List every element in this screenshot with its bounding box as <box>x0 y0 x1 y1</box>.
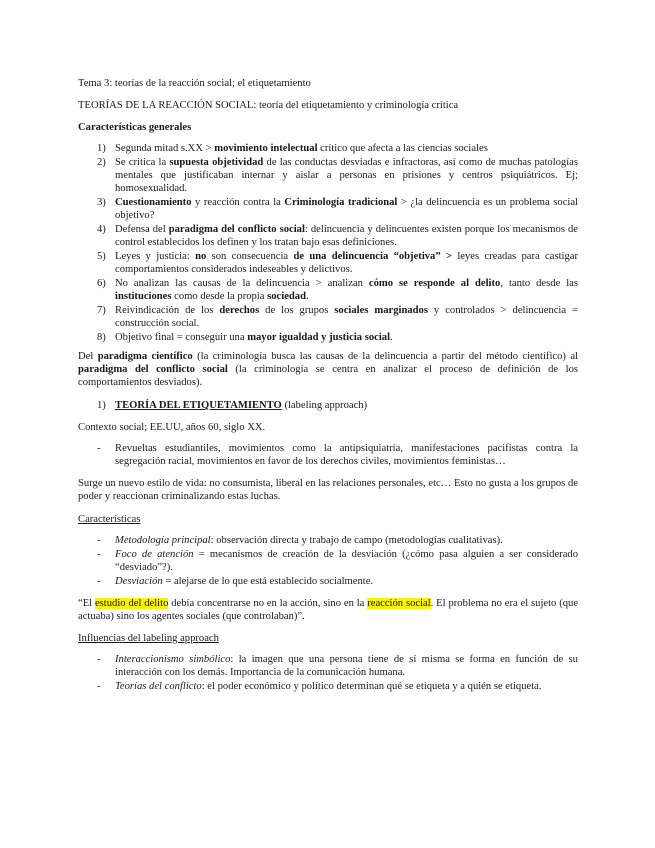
list-item: - Desviación = alejarse de lo que está establecido socialmente. <box>97 576 374 587</box>
list-item: 3) Cuestionamiento y reacción contra la Criminología tradicional > ¿la delincuencia es un problema social objetivo? <box>97 197 578 221</box>
list-item: 2) Se critica la supuesta objetividad de las conductas desviadas e infractoras, así como de muchas patologías mentales que justificaban internar y aislar a personas en prisiones y centros psiquiátricos. Ej; homosexualidad. <box>97 157 578 194</box>
list-item: - Foco de atención = mecanismos de creación de la desviación (¿cómo pasa alguien a ser considerado “desviado”?). <box>97 549 578 573</box>
document-heading: TEORÍAS DE LA REACCIÓN SOCIAL: teoría del etiquetamiento y criminología crítica <box>78 100 459 111</box>
list-item: 6) No analizan las causas de la delincuencia > analizan cómo se responde al delito, tanto desde las instituciones como desde la propia sociedad. <box>97 278 578 302</box>
list-item: - Revueltas estudiantiles, movimientos como la antipsiquiatría, manifestaciones pacifistas contra la segregación racial, movimientos en favor de los derechos civiles, movimientos feministas… <box>97 443 578 467</box>
general-characteristics-list <box>78 142 578 345</box>
influences-list <box>78 653 578 694</box>
general-characteristics-title: Características generales <box>78 122 192 133</box>
list-item: 7) Reivindicación de los derechos de los grupos sociales marginados y controlados > delincuencia = construcción social. <box>97 305 578 329</box>
list-item: 4) Defensa del paradigma del conflicto social: delincuencia y delincuentes existen porque los mecanismos de control establecidos los definen y los tratan bajo esas definiciones. <box>97 224 578 248</box>
list-item: - Teorías del conflicto: el poder económico y político determinan qué se etiqueta y a quién se etiqueta. <box>97 681 542 692</box>
quote-paragraph: “El estudio del delito debía concentrarse no en la acción, sino en la reacción social. El problema no era el sujeto (que actuaba) sino los agentes sociales (que controlaban)”. <box>78 598 579 622</box>
document-subtitle: Tema 3: teorías de la reacción social; el etiquetamiento <box>78 78 311 89</box>
characteristics-list <box>78 534 578 589</box>
paradigm-paragraph: Del paradigma científico (la criminología busca las causas de la delincuencia a partir del método científico) al paradigma del conflicto social (la criminología se centra en analizar el proceso de definición de los comportamientos desviados). <box>78 351 578 388</box>
list-item: - Metodología principal: observación directa y trabajo de campo (metodologías cualitativas). <box>97 535 503 546</box>
highlight-estudio-del-delito: estudio del delito <box>94 598 169 609</box>
social-context-text: Contexto social; EE.UU, años 60, siglo XX. <box>78 422 266 433</box>
lifestyle-paragraph: Surge un nuevo estilo de vida: no consumista, liberal en las relaciones personales, etc… Esto no gusta a los grupos de poder y reaccionan criminalizando estas luchas. <box>78 478 578 502</box>
section-heading: 1) TEORÍA DEL ETIQUETAMIENTO (labeling approach) <box>97 400 368 411</box>
highlight-reaccion-social: reacción social <box>367 598 431 609</box>
context-list <box>78 442 578 469</box>
list-item: 5) Leyes y justicia: no son consecuencia de una delincuencia “objetiva” > leyes creadas para castigar comportamientos considerados indeseables y delictivos. <box>97 251 578 275</box>
influences-title: Influencias del labeling approach <box>78 633 219 644</box>
characteristics-title: Características <box>78 514 141 525</box>
list-item: 1) Segunda mitad s.XX > movimiento intelectual crítico que afecta a las ciencias sociales <box>97 143 488 154</box>
list-item: 8) Objetivo final = conseguir una mayor igualdad y justicia social. <box>97 332 393 343</box>
list-item: - Interaccionismo simbólico: la imagen que una persona tiene de sí misma se forma en función de su interacción con los demás. Importancia de la comunicación humana. <box>97 654 578 678</box>
